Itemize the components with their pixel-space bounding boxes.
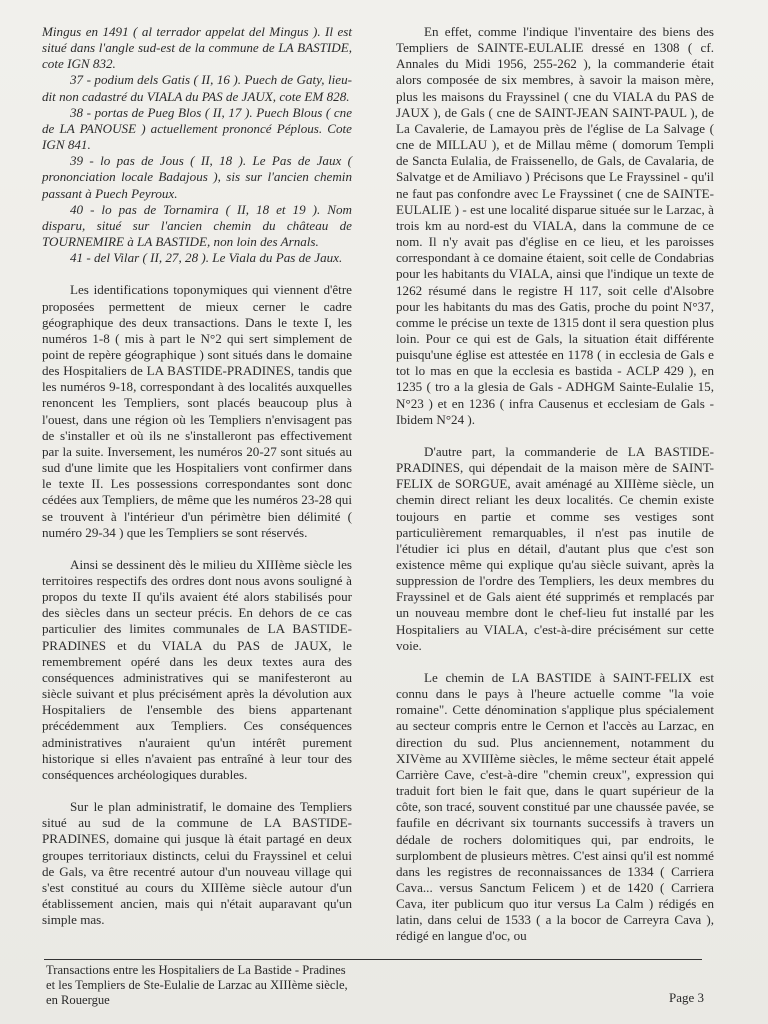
body-paragraph: En effet, comme l'indique l'inventaire des biens des Templiers de SAINTE-EULALIE dressé en 1308 ( cf. Annales du Midi 1956, 255-262 ), la commanderie était alors composée de six membres, à savoir la maison mère, plus les maisons du Frayssinel ( cne du VIALA du PAS de JAUX ), de Gals ( cne de SAINT-JEAN SAINT-PAUL ), de La Cavalerie, de Lamayou près de l'église de La Salvage ( cne de MILLAU ), et de Millau même ( domorum Templi de Sancta Eulalia, de Fraissenello, de Gals, de Cavalaria, de Salvatge et de Amiliavo ) Précisons que Le Frayssinel - qu'il ne faut pas confondre avec Le Frayssinet ( cne de SAINTE-EULALIE ) - est une localité disparue située sur le Larzac, à trois km au nord-est du VIALA, dans la commune de ce nom. Il n'y avait pas d'église en ce lieu, et les paroisses correspondant à ce domaine étaient, soit celle de Condabrias pour les habitants du VIALA, ainsi que l'indique un texte de 1262 résumé dans le registre H 117, soit celle d'Alsobre pour les habitants du mas des Gatis, proche du point N°37, comme le précise un texte de 1315 dont il sera question plus loin. Pour ce qui est de Gals, la situation était différente puisqu'une église est attestée en 1178 ( in ecclesia de Gals e tot lo mas en que la ecclesia es bastida - ACLP 429 ), en 1235 ( tro a la glesia de Gals - ADHGM Sainte-Eulalie 15, N°23 ) et en 1236 ( infra Causenus et ecclesiam de Gals - Ibidem N°24 ). (396, 24, 714, 427)
paragraph-gap (42, 541, 352, 557)
paragraph-gap (42, 266, 352, 282)
toponym-entry-41: 41 - del Vilar ( II, 27, 28 ). Le Viala du Pas de Jaux. (70, 250, 343, 266)
toponym-entry-37: 37 - podium dels Gatis ( II, 16 ). Puech de Gaty, lieu-dit non cadastré du VIALA du PAS de JAUX, cote EM 828. (42, 72, 352, 104)
paragraph-gap (396, 428, 714, 444)
toponym-entry-39: 39 - lo pas de Jous ( II, 18 ). Le Pas de Jaux ( prononciation locale Badajous ), sis sur l'ancien chemin passant à Puech Peyroux. (42, 153, 352, 201)
body-paragraph: D'autre part, la commanderie de LA BASTIDE-PRADINES, qui dépendait de la maison mère de SAINT-FELIX de SORGUE, avait aménagé au XIIIème siècle, un chemin direct reliant les deux localités. Ce chemin existe toujours en partie et comme ses vestiges sont particulièrement remarquables, il n'est pas inutile de l'étudier ici plus en détail, d'autant plus que c'est son existence même qui explique qu'au siècle suivant, après la suppression de l'ordre des Templiers, les deux membres du Frayssinel et de Gals aient été supprimés et remplacés par un nouveau membre dont le chef-lieu fut installé par les Hospitaliers au VIALA, c'est-à-dire précisément sur cette voie. (396, 443, 714, 653)
body-paragraph: Ainsi se dessinent dès le milieu du XIIIème siècle les territoires respectifs des ordres dont nous avons souligné à propos du texte II qu'ils avaient été alors stabilisés pour des siècles dans un secteur précis. En dehors de ce cas particulier des limites communales de LA BASTIDE-PRADINES et du VIALA du PAS de JAUX, le remembrement opéré dans les deux textes aura des conséquences administratives qui se manifesteront au siècle suivant et plus précisément après la dévolution aux Hospitaliers de l'ensemble des biens appartenant précédemment aux Templiers. Ces conséquences administratives n'auraient qu'un intérêt purement historique si elles n'avaient pas entraîné à leur tour des conséquences archéologiques durables. (42, 556, 352, 782)
footer-divider (44, 959, 702, 960)
toponym-entry-continued: Mingus en 1491 ( al terrador appelat del Mingus ). Il est situé dans l'angle sud-est de la commune de LA BASTIDE, cote IGN 832. (42, 24, 352, 72)
page-number: Page 3 (668, 990, 704, 1005)
toponym-entry-38: 38 - portas de Pueg Blos ( II, 17 ). Puech Blous ( cne de LA PANOUSE ) actuellement prononcé Péplous. Cote IGN 841. (42, 104, 352, 153)
toponym-entry-40: 40 - lo pas de Tornamira ( II, 18 et 19 ). Nom disparu, situé sur l'ancien chemin du château de TOURNEMIRE à LA BASTIDE, non loin des Arnals. (42, 201, 352, 250)
paragraph-gap (42, 783, 352, 799)
footer-caption: Transactions entre les Hospitaliers de La Bastide - Pradines et les Templiers de Ste-Eulalie de Larzac au XIIIème siècle, en Rouergue (46, 963, 348, 1008)
right-column (396, 24, 714, 945)
left-column (42, 24, 352, 928)
body-paragraph: Les identifications toponymiques qui viennent d'être proposées permettent de mieux cerner le cadre géographique des deux transactions. Dans le texte I, les numéros 1-8 ( mis à part le N°2 qui sert simplement de point de repère géographique ) sont situés dans le domaine des Hospitaliers de LA BASTIDE-PRADINES, tandis que les numéros 9-18, correspondant à des localités auxquelles renoncent les Templiers, sont placés beaucoup plus à l'ouest, dans une région où les Templiers n'envisagent pas de s'installer et où ils ne s'installeront pas effectivement par la suite. Inversement, les numéros 20-27 sont situés au sud d'une limite que les Hospitaliers vont confirmer dans le texte II. Les possessions correspondantes sont donc cédées aux Templiers, de même que les numéros 23-28 qui se trouvent à l'intérieur d'un périmètre bien délimité ( numéro 29-34 ) que les Templiers se sont réservés. (42, 282, 352, 540)
paragraph-gap (396, 654, 714, 670)
body-paragraph: Sur le plan administratif, le domaine des Templiers situé au sud de la commune de LA BASTIDE-PRADINES, domaine qui jusque là était partagé en deux groupes territoriaux distincts, celui du Frayssinel et celui de Gals, va être recentré autour d'un nouveau village qui s'est constitué au cours du XIIIème siècle autour d'un établissement ancien, mais qui n'était auparavant qu'un simple mas. (42, 799, 352, 928)
body-paragraph: Le chemin de LA BASTIDE à SAINT-FELIX est connu dans le pays à l'heure actuelle comme "la voie romaine". Cette dénomination s'applique plus spécialement au secteur compris entre le Cernon et l'accès au Larzac, en direction du sud. Plus anciennement, notamment du XIVème au XVIIIème siècles, le même secteur était appelé Carrière Cave, c'est-à-dire "chemin creux", expression qui traduit fort bien le fait que, dans le quart supérieur de la côte, son tracé, souvent constitué par une chaussée pavée, se faufile en décrivant six tournants successifs à travers un dédale de rochers dolomitiques qui, par endroits, le surplombent de plusieurs mètres. C'est ainsi qu'il est nommé dans les registres de reconnaissances de 1334 ( Carriera Cava... versus Sanctum Felicem ) et de 1420 ( Carriera Cava, iter publicum quo itur versus La Calm ) rédigés en latin, dans celui de 1533 ( a la bocor de Carreyra Cava ), rédigé en langue d'oc, ou (396, 669, 714, 944)
